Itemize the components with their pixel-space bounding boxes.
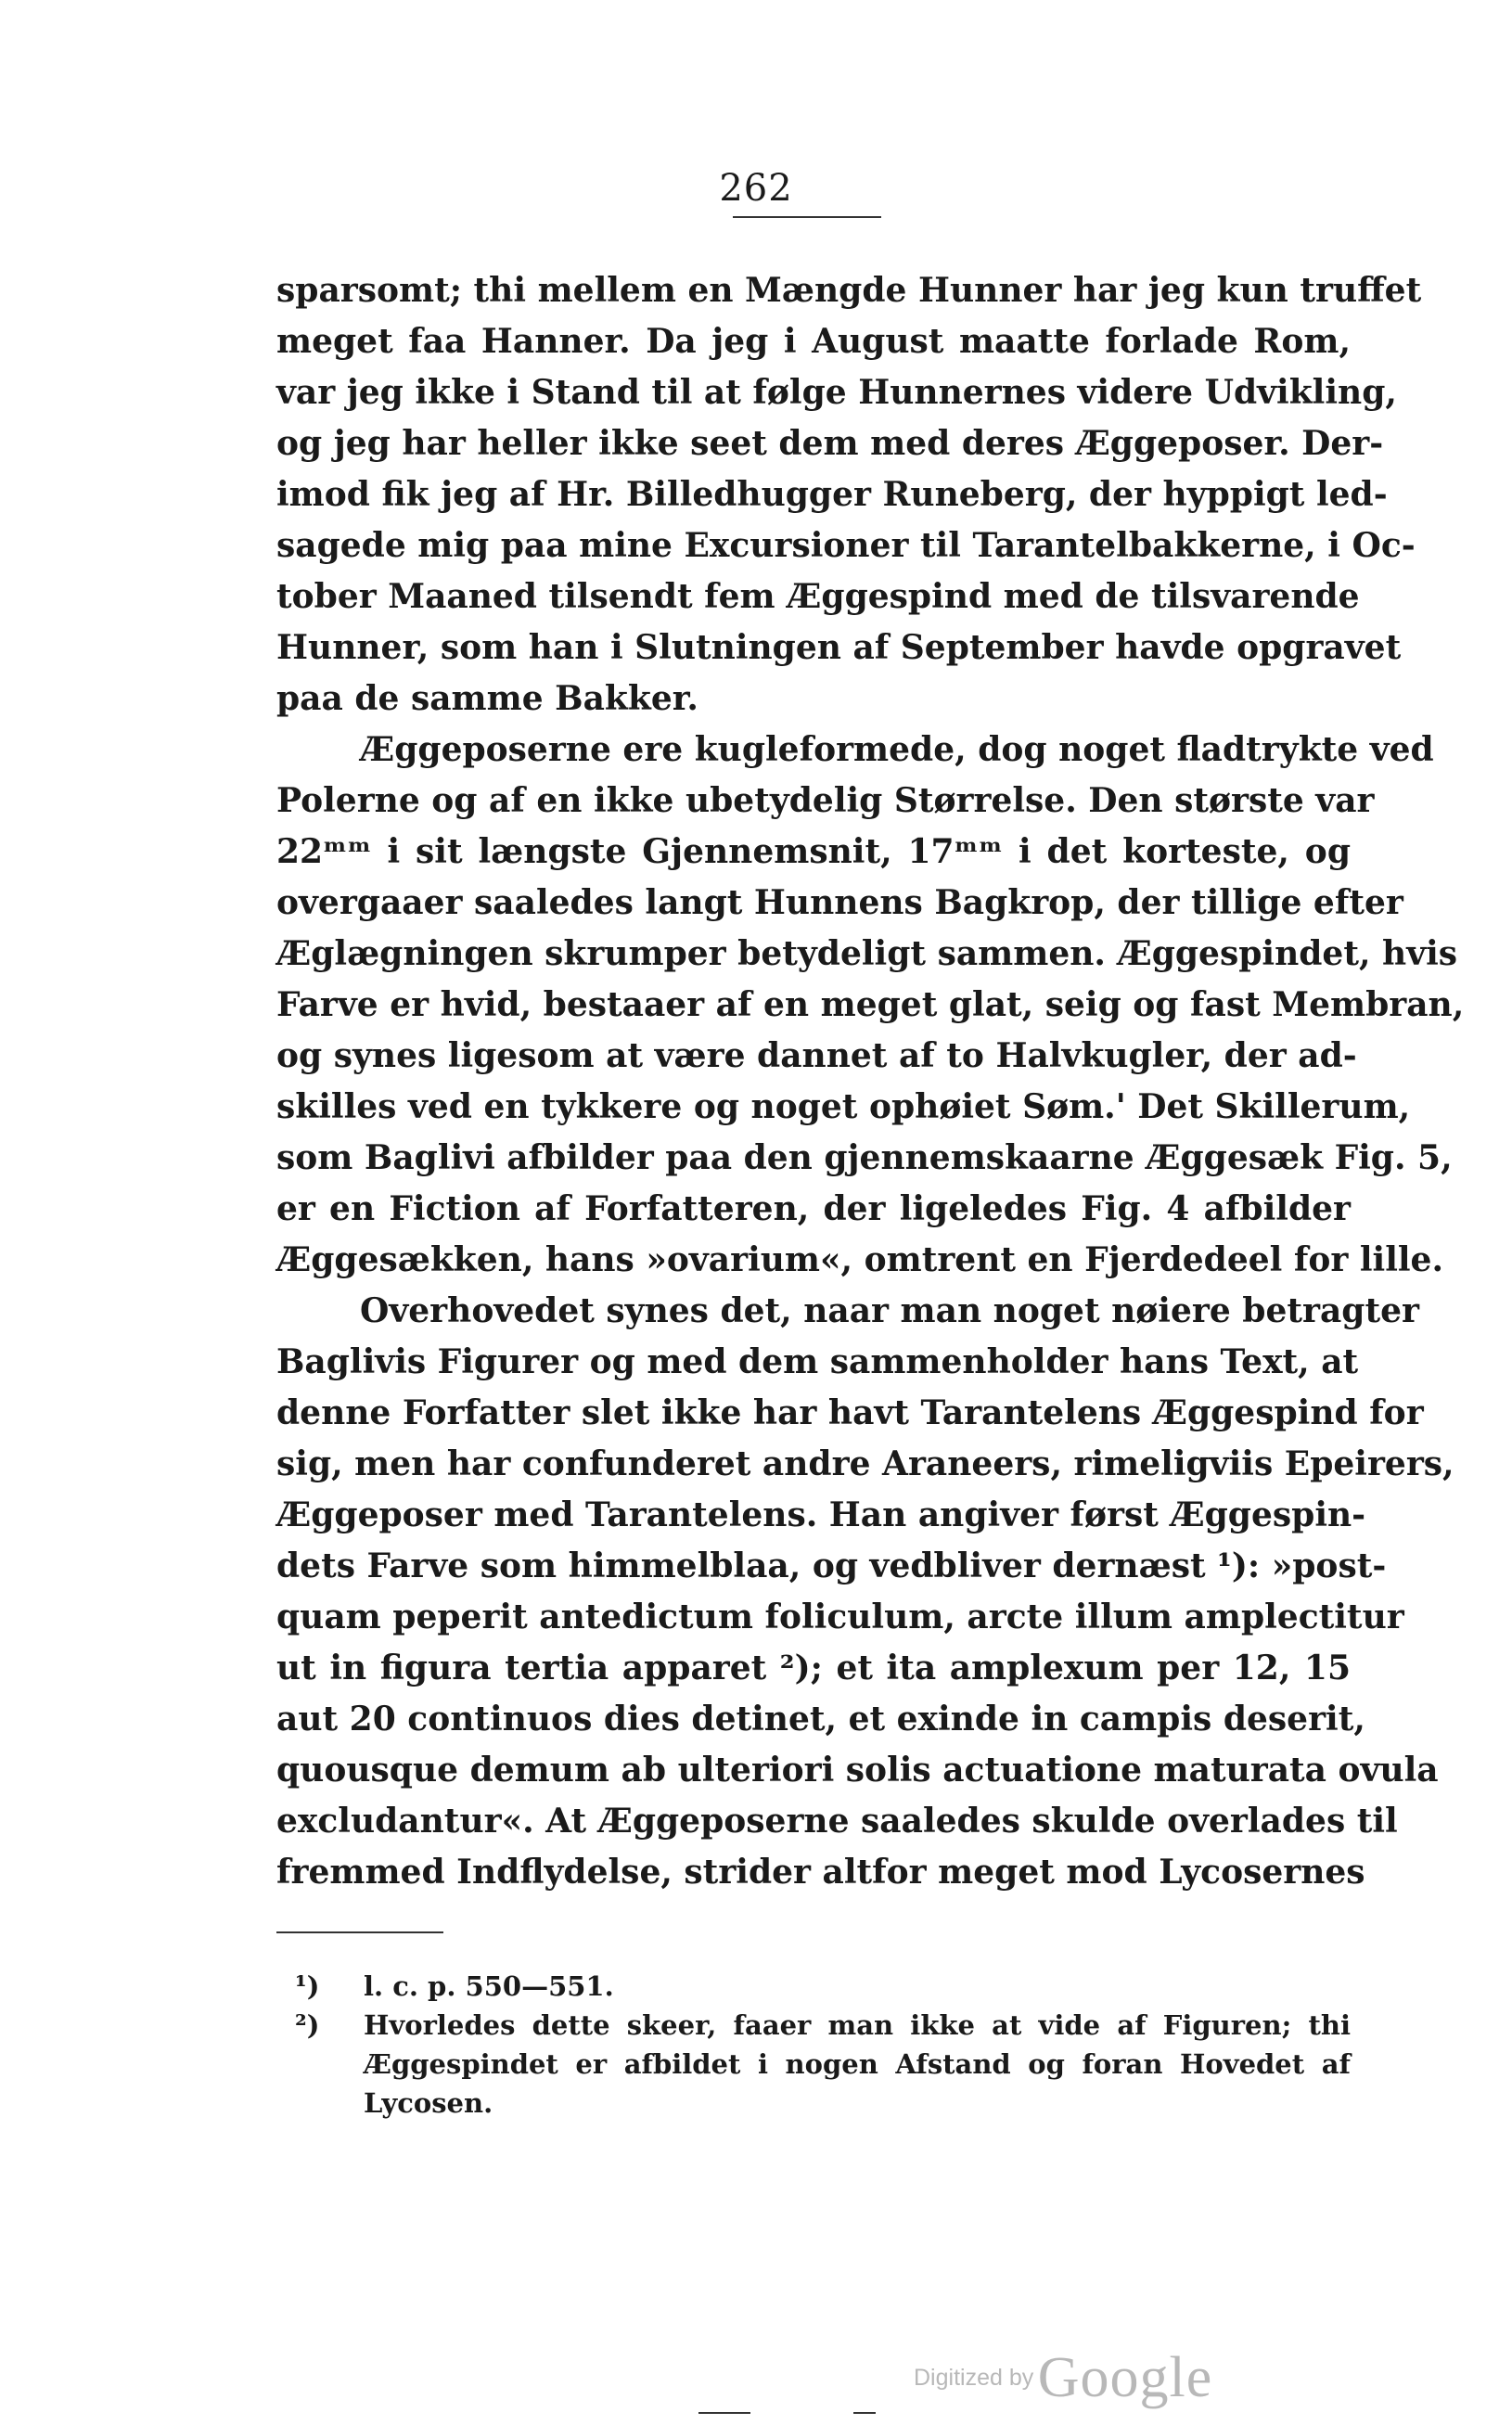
page-number-rule <box>733 216 881 218</box>
text-line: sparsomt; thi mellem en Mængde Hunner har jeg kun truffet <box>276 271 1422 310</box>
text-line: ut in figura tertia apparet ²); et ita amplexum per 12, 15 <box>276 1649 1351 1687</box>
text-line: og synes ligesom at være dannet af to Halvkugler, der ad- <box>276 1036 1357 1075</box>
text-line: Overhovedet synes det, naar man noget nøiere betragter <box>360 1291 1419 1330</box>
bottom-dash <box>853 2412 876 2414</box>
text-line: sig, men har confunderet andre Araneers, rimeligviis Epeirers, <box>276 1444 1454 1483</box>
footnote-line: l. c. p. 550—551. <box>364 1970 614 2002</box>
text-line: quam peperit antedictum foliculum, arcte illum amplectitur <box>276 1597 1404 1636</box>
text-line: excludantur«. At Æggeposerne saaledes skulde overlades til <box>276 1802 1398 1841</box>
text-line: Baglivis Figurer og med dem sammenholder hans Text, at <box>276 1342 1359 1381</box>
text-line: fremmed Indflydelse, strider altfor meget mod Lycosernes <box>276 1853 1365 1892</box>
page-number: 262 <box>719 167 793 210</box>
footnote-text <box>364 1967 1351 2006</box>
text-line: Æggesækken, hans »ovarium«, omtrent en Fjerdedeel for lille. <box>276 1240 1443 1279</box>
footnote-line: Hvorledes dette skeer, faaer man ikke at vide af Figuren; thi <box>364 2009 1351 2041</box>
text-line: Polerne og af en ikke ubetydelig Størrelse. Den største var <box>276 781 1375 820</box>
text-line: Æggeposer med Tarantelens. Han angiver først Æggespin- <box>276 1495 1366 1534</box>
text-line: Æggeposerne ere kugleformede, dog noget fladtrykte ved <box>360 730 1434 769</box>
footnote-marker: ¹) <box>295 1970 320 2002</box>
text-line: overgaaer saaledes langt Hunnens Bagkrop, der tillige efter <box>276 883 1403 922</box>
text-line: 22ᵐᵐ i sit længste Gjennemsnit, 17ᵐᵐ i det korteste, og <box>276 832 1351 871</box>
text-line: Hunner, som han i Slutningen af September havde opgravet <box>276 628 1402 667</box>
text-line: dets Farve som himmelblaa, og vedbliver dernæst ¹): »post- <box>276 1546 1387 1585</box>
text-line: Farve er hvid, bestaaer af en meget glat, seig og fast Membran, <box>276 985 1465 1024</box>
bottom-dash <box>698 2412 750 2414</box>
footnote-rule <box>276 1931 443 1933</box>
footnote <box>295 2006 1351 2123</box>
text-line: meget faa Hanner. Da jeg i August maatte forlade Rom, <box>276 322 1351 361</box>
footnote-line: Lycosen. <box>364 2087 493 2119</box>
footnotes <box>295 1967 1351 2123</box>
footnote-marker: ²) <box>295 2009 320 2041</box>
body-text <box>276 265 1465 1898</box>
text-line: sagede mig paa mine Excursioner til Tarantelbakkerne, i Oc- <box>276 526 1416 565</box>
text-line: denne Forfatter slet ikke har havt Tarantelens Æggespind for <box>276 1393 1424 1432</box>
text-line: paa de samme Bakker. <box>276 679 698 718</box>
text-line: tober Maaned tilsendt fem Æggespind med de tilsvarende <box>276 577 1360 616</box>
footnote-line: Æggespindet er afbildet i nogen Afstand og foran Hovedet af <box>364 2048 1351 2080</box>
text-line: er en Fiction af Forfatteren, der ligeledes Fig. 4 afbilder <box>276 1189 1351 1228</box>
text-line: Æglægningen skrumper betydeligt sammen. Æggespindet, hvis <box>276 934 1458 973</box>
text-line: som Baglivi afbilder paa den gjennemskaarne Æggesæk Fig. 5, <box>276 1138 1453 1177</box>
text-line: quousque demum ab ulteriori solis actuatione maturata ovula <box>276 1751 1439 1790</box>
google-logo: Google <box>1037 2346 1213 2409</box>
text-line: skilles ved en tykkere og noget ophøiet Søm.' Det Skillerum, <box>276 1087 1411 1126</box>
text-line: var jeg ikke i Stand til at følge Hunnernes videre Udvikling, <box>276 373 1397 412</box>
watermark-prefix: Digitized by <box>914 2365 1034 2391</box>
footnote <box>295 1967 1351 2006</box>
text-line: og jeg har heller ikke seet dem med deres Æggeposer. Der- <box>276 424 1384 463</box>
text-line: aut 20 continuos dies detinet, et exinde in campis deserit, <box>276 1700 1365 1739</box>
text-line: imod fik jeg af Hr. Billedhugger Runeberg, der hyppigt led- <box>276 475 1388 514</box>
digitized-watermark <box>914 2345 1212 2411</box>
footnote-text <box>364 2006 1351 2123</box>
